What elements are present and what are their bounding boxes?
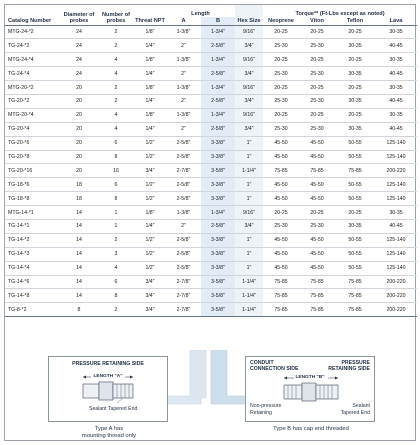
cell-length-a: 2-5/8" bbox=[166, 233, 201, 247]
cell-catalog-number: MTG-24-*4 bbox=[5, 53, 60, 67]
cell-catalog-number: TG-14-*8 bbox=[5, 289, 60, 303]
cell-number-of-probes: 6 bbox=[98, 275, 134, 289]
cell-lava: 125-140 bbox=[375, 261, 417, 275]
cell-number-of-probes: 8 bbox=[98, 150, 134, 164]
col-viton: Viton bbox=[310, 18, 324, 25]
cell-hex-size: 3/4" bbox=[235, 67, 263, 81]
cell-length-b: 3-3/8" bbox=[201, 247, 235, 261]
type-b-right-title-1: PRESSURE bbox=[341, 360, 370, 366]
cell-hex-size: 3/4" bbox=[235, 94, 263, 108]
cell-length-b: 3-3/8" bbox=[201, 178, 235, 192]
cell-lava: 40-45 bbox=[375, 219, 417, 233]
cell-viton: 25-30 bbox=[299, 39, 335, 53]
cell-teflon: 20-25 bbox=[335, 25, 375, 39]
cell-length-b: 3-3/8" bbox=[201, 261, 235, 275]
cell-diameter: 14 bbox=[60, 261, 98, 275]
cell-lava: 30-35 bbox=[375, 81, 417, 95]
cell-catalog-number: TG-20-*4 bbox=[5, 122, 60, 136]
type-a-box bbox=[48, 356, 168, 422]
cell-threat-npt: 1/2" bbox=[134, 150, 166, 164]
cell-number-of-probes: 6 bbox=[98, 178, 134, 192]
cell-number-of-probes: 4 bbox=[98, 261, 134, 275]
cell-neoprene: 20-25 bbox=[263, 206, 299, 220]
cell-viton: 25-30 bbox=[299, 219, 335, 233]
cell-viton: 75-85 bbox=[299, 303, 335, 317]
cell-viton: 20-25 bbox=[299, 108, 335, 122]
type-b-box bbox=[245, 356, 375, 422]
table-row bbox=[5, 25, 417, 39]
spec-sheet bbox=[4, 4, 416, 441]
cell-length-a: 2-7/8" bbox=[166, 164, 201, 178]
cell-lava: 125-140 bbox=[375, 247, 417, 261]
table-row bbox=[5, 136, 417, 150]
cell-hex-size: 1-1/4" bbox=[235, 303, 263, 317]
cell-neoprene: 45-50 bbox=[263, 192, 299, 206]
col-diameter: Diameter of probes bbox=[63, 12, 95, 25]
cell-teflon: 75-85 bbox=[335, 164, 375, 178]
cell-number-of-probes: 8 bbox=[98, 192, 134, 206]
cell-viton: 25-30 bbox=[299, 94, 335, 108]
cell-number-of-probes: 6 bbox=[98, 136, 134, 150]
cell-neoprene: 45-50 bbox=[263, 136, 299, 150]
cell-number-of-probes: 2 bbox=[98, 94, 134, 108]
cell-hex-size: 9/16" bbox=[235, 25, 263, 39]
cell-length-b: 3-5/8" bbox=[201, 164, 235, 178]
table-row bbox=[5, 39, 417, 53]
cell-threat-npt: 1/4" bbox=[134, 94, 166, 108]
table-row bbox=[5, 53, 417, 67]
cell-teflon: 50-55 bbox=[335, 178, 375, 192]
cell-number-of-probes: 1 bbox=[98, 206, 134, 220]
cell-lava: 40-45 bbox=[375, 122, 417, 136]
cell-viton: 45-50 bbox=[299, 261, 335, 275]
cell-hex-size: 1" bbox=[235, 261, 263, 275]
cell-number-of-probes: 8 bbox=[98, 289, 134, 303]
cell-diameter: 18 bbox=[60, 192, 98, 206]
cell-diameter: 20 bbox=[60, 150, 98, 164]
type-b-right-label-2: Tapered End bbox=[340, 410, 370, 416]
cell-catalog-number: MTG-20-*4 bbox=[5, 108, 60, 122]
table-row bbox=[5, 275, 417, 289]
cell-threat-npt: 1/4" bbox=[134, 122, 166, 136]
cell-diameter: 24 bbox=[60, 39, 98, 53]
cell-number-of-probes: 4 bbox=[98, 53, 134, 67]
cell-diameter: 20 bbox=[60, 94, 98, 108]
cell-hex-size: 3/4" bbox=[235, 219, 263, 233]
table-row bbox=[5, 94, 417, 108]
cell-teflon: 30-35 bbox=[335, 67, 375, 81]
cell-teflon: 50-55 bbox=[335, 192, 375, 206]
cell-lava: 30-35 bbox=[375, 53, 417, 67]
cell-neoprene: 25-30 bbox=[263, 39, 299, 53]
type-b-length-label: LENGTH "B" bbox=[295, 375, 325, 380]
spec-table-body bbox=[5, 25, 417, 317]
cell-viton: 75-85 bbox=[299, 289, 335, 303]
col-length-group: Length bbox=[191, 10, 210, 17]
table-row bbox=[5, 289, 417, 303]
cell-hex-size: 1-1/4" bbox=[235, 164, 263, 178]
cell-lava: 30-35 bbox=[375, 206, 417, 220]
cell-hex-size: 1-1/4" bbox=[235, 275, 263, 289]
cell-diameter: 8 bbox=[60, 303, 98, 317]
col-torque-group: Torque** (Ft-Lbs except as noted) bbox=[295, 10, 385, 17]
cell-diameter: 24 bbox=[60, 67, 98, 81]
cell-viton: 45-50 bbox=[299, 247, 335, 261]
type-a-caption-line1: Type A has bbox=[94, 426, 124, 432]
cell-viton: 45-50 bbox=[299, 233, 335, 247]
cell-number-of-probes: 4 bbox=[98, 122, 134, 136]
cell-length-a: 2-5/8" bbox=[166, 247, 201, 261]
cell-neoprene: 45-50 bbox=[263, 233, 299, 247]
cell-threat-npt: 1/8" bbox=[134, 53, 166, 67]
cell-length-a: 1-3/8" bbox=[166, 206, 201, 220]
cell-length-a: 2-7/8" bbox=[166, 275, 201, 289]
cell-number-of-probes: 3 bbox=[98, 247, 134, 261]
table-row bbox=[5, 67, 417, 81]
cell-diameter: 24 bbox=[60, 53, 98, 67]
cell-neoprene: 75-85 bbox=[263, 275, 299, 289]
cell-length-b: 2-5/8" bbox=[201, 219, 235, 233]
cell-threat-npt: 1/8" bbox=[134, 108, 166, 122]
table-row bbox=[5, 178, 417, 192]
cell-length-b: 3-5/8" bbox=[201, 303, 235, 317]
cell-catalog-number: MTG-24-*2 bbox=[5, 25, 60, 39]
cell-hex-size: 1-1/4" bbox=[235, 289, 263, 303]
cell-teflon: 50-55 bbox=[335, 233, 375, 247]
cell-length-b: 3-5/8" bbox=[201, 289, 235, 303]
col-catalog-number: Catalog Number bbox=[8, 18, 52, 25]
col-threat-npt: Threat NPT bbox=[135, 18, 165, 25]
cell-neoprene: 75-85 bbox=[263, 289, 299, 303]
cell-diameter: 14 bbox=[60, 275, 98, 289]
cell-viton: 75-85 bbox=[299, 275, 335, 289]
cell-length-b: 2-5/8" bbox=[201, 67, 235, 81]
cell-teflon: 75-85 bbox=[335, 289, 375, 303]
cell-length-a: 2-7/8" bbox=[166, 289, 201, 303]
cell-catalog-number: TG-20-*6 bbox=[5, 136, 60, 150]
cell-neoprene: 20-25 bbox=[263, 53, 299, 67]
cell-number-of-probes: 4 bbox=[98, 108, 134, 122]
cell-lava: 125-140 bbox=[375, 136, 417, 150]
cell-threat-npt: 1/4" bbox=[134, 39, 166, 53]
cell-viton: 45-50 bbox=[299, 150, 335, 164]
col-teflon: Teflon bbox=[346, 18, 364, 25]
cell-length-b: 1-3/4" bbox=[201, 81, 235, 95]
cell-lava: 125-140 bbox=[375, 233, 417, 247]
cell-teflon: 50-55 bbox=[335, 136, 375, 150]
cell-neoprene: 25-30 bbox=[263, 122, 299, 136]
cell-length-b: 3-3/8" bbox=[201, 150, 235, 164]
cell-neoprene: 20-25 bbox=[263, 81, 299, 95]
table-row bbox=[5, 81, 417, 95]
type-b-left-label-1: Non-pressure bbox=[250, 403, 282, 409]
cell-threat-npt: 1/8" bbox=[134, 81, 166, 95]
cell-teflon: 30-35 bbox=[335, 39, 375, 53]
cell-length-a: 1-3/8" bbox=[166, 25, 201, 39]
cell-diameter: 18 bbox=[60, 178, 98, 192]
cell-teflon: 30-35 bbox=[335, 219, 375, 233]
cell-viton: 20-25 bbox=[299, 81, 335, 95]
cell-threat-npt: 1/8" bbox=[134, 25, 166, 39]
type-b-right-label-1: Sealant bbox=[352, 403, 370, 409]
cell-length-b: 3-3/8" bbox=[201, 136, 235, 150]
cell-catalog-number: MTG-14-*1 bbox=[5, 206, 60, 220]
type-b-right-title-2: RETAINING SIDE bbox=[328, 366, 370, 372]
table-row bbox=[5, 233, 417, 247]
cell-lava: 125-140 bbox=[375, 178, 417, 192]
cell-viton: 20-25 bbox=[299, 25, 335, 39]
col-number-of-probes: Number of probes bbox=[102, 12, 130, 25]
cell-hex-size: 1" bbox=[235, 233, 263, 247]
cell-teflon: 75-85 bbox=[335, 275, 375, 289]
cell-length-a: 2-5/8" bbox=[166, 136, 201, 150]
cell-lava: 30-35 bbox=[375, 108, 417, 122]
cell-length-a: 2" bbox=[166, 219, 201, 233]
cell-lava: 200-220 bbox=[375, 289, 417, 303]
col-neoprene: Neoprene bbox=[268, 18, 294, 25]
cell-length-b: 3-3/8" bbox=[201, 233, 235, 247]
cell-threat-npt: 1/2" bbox=[134, 247, 166, 261]
type-a-caption-line2: mounting thread only bbox=[81, 433, 137, 439]
cell-threat-npt: 3/4" bbox=[134, 289, 166, 303]
cell-viton: 75-85 bbox=[299, 164, 335, 178]
col-length-a: A bbox=[181, 18, 186, 25]
cell-number-of-probes: 2 bbox=[98, 25, 134, 39]
cell-diameter: 20 bbox=[60, 81, 98, 95]
cell-neoprene: 75-85 bbox=[263, 303, 299, 317]
cell-diameter: 14 bbox=[60, 206, 98, 220]
cell-lava: 125-140 bbox=[375, 150, 417, 164]
table-row bbox=[5, 261, 417, 275]
cell-teflon: 30-35 bbox=[335, 94, 375, 108]
cell-length-a: 2" bbox=[166, 94, 201, 108]
cell-neoprene: 45-50 bbox=[263, 261, 299, 275]
cell-neoprene: 45-50 bbox=[263, 178, 299, 192]
cell-hex-size: 9/16" bbox=[235, 81, 263, 95]
cell-catalog-number: TG-14-*4 bbox=[5, 261, 60, 275]
cell-viton: 20-25 bbox=[299, 206, 335, 220]
cell-number-of-probes: 2 bbox=[98, 233, 134, 247]
cell-length-a: 1-3/8" bbox=[166, 81, 201, 95]
cell-threat-npt: 3/4" bbox=[134, 303, 166, 317]
cell-teflon: 20-25 bbox=[335, 53, 375, 67]
cell-diameter: 20 bbox=[60, 122, 98, 136]
cell-threat-npt: 1/2" bbox=[134, 233, 166, 247]
cell-length-a: 2-5/8" bbox=[166, 150, 201, 164]
cell-length-b: 2-5/8" bbox=[201, 122, 235, 136]
cell-catalog-number: TG-18-*8 bbox=[5, 192, 60, 206]
cell-neoprene: 25-30 bbox=[263, 67, 299, 81]
cell-diameter: 14 bbox=[60, 233, 98, 247]
cell-catalog-number: TG-14-*1 bbox=[5, 219, 60, 233]
cell-lava: 40-45 bbox=[375, 67, 417, 81]
cell-hex-size: 1" bbox=[235, 178, 263, 192]
cell-length-b: 1-3/4" bbox=[201, 25, 235, 39]
cell-diameter: 14 bbox=[60, 247, 98, 261]
cell-lava: 40-45 bbox=[375, 94, 417, 108]
cell-length-a: 1-3/8" bbox=[166, 108, 201, 122]
cell-neoprene: 20-25 bbox=[263, 25, 299, 39]
cell-number-of-probes: 2 bbox=[98, 81, 134, 95]
cell-lava: 30-35 bbox=[375, 25, 417, 39]
cell-diameter: 14 bbox=[60, 289, 98, 303]
type-a-length-label: LENGTH "A" bbox=[93, 374, 123, 379]
cell-length-b: 3-5/8" bbox=[201, 275, 235, 289]
table-row bbox=[5, 303, 417, 317]
cell-diameter: 14 bbox=[60, 219, 98, 233]
cell-neoprene: 75-85 bbox=[263, 164, 299, 178]
cell-lava: 200-220 bbox=[375, 275, 417, 289]
cell-lava: 200-220 bbox=[375, 164, 417, 178]
cell-length-b: 1-3/4" bbox=[201, 53, 235, 67]
cell-catalog-number: TG-20-*2 bbox=[5, 94, 60, 108]
cell-viton: 45-50 bbox=[299, 136, 335, 150]
cell-neoprene: 45-50 bbox=[263, 150, 299, 164]
cell-viton: 20-25 bbox=[299, 53, 335, 67]
cell-threat-npt: 1/2" bbox=[134, 178, 166, 192]
cell-diameter: 20 bbox=[60, 136, 98, 150]
cell-neoprene: 25-30 bbox=[263, 219, 299, 233]
cell-length-a: 2-5/8" bbox=[166, 192, 201, 206]
cell-hex-size: 3/4" bbox=[235, 39, 263, 53]
cell-length-a: 2" bbox=[166, 67, 201, 81]
col-lava: Lava bbox=[389, 18, 403, 25]
cell-catalog-number: TG-20-*8 bbox=[5, 150, 60, 164]
cell-catalog-number: TG-20-*16 bbox=[5, 164, 60, 178]
cell-catalog-number: TG-24-*2 bbox=[5, 39, 60, 53]
cell-teflon: 50-55 bbox=[335, 261, 375, 275]
table-row bbox=[5, 192, 417, 206]
cell-teflon: 30-35 bbox=[335, 122, 375, 136]
cell-teflon: 50-55 bbox=[335, 150, 375, 164]
cell-length-a: 2-7/8" bbox=[166, 303, 201, 317]
table-row bbox=[5, 219, 417, 233]
cell-lava: 40-45 bbox=[375, 39, 417, 53]
cell-threat-npt: 1/4" bbox=[134, 219, 166, 233]
cell-threat-npt: 3/4" bbox=[134, 275, 166, 289]
cell-threat-npt: 1/2" bbox=[134, 192, 166, 206]
cell-threat-npt: 1/2" bbox=[134, 261, 166, 275]
cell-viton: 45-50 bbox=[299, 192, 335, 206]
probe-spec-table bbox=[5, 5, 417, 317]
cell-catalog-number: TG-24-*4 bbox=[5, 67, 60, 81]
fitting-diagram bbox=[5, 350, 417, 442]
cell-neoprene: 20-25 bbox=[263, 108, 299, 122]
cell-threat-npt: 1/4" bbox=[134, 67, 166, 81]
table-row bbox=[5, 108, 417, 122]
cell-diameter: 20 bbox=[60, 108, 98, 122]
cell-length-b: 2-5/8" bbox=[201, 94, 235, 108]
cell-lava: 125-140 bbox=[375, 192, 417, 206]
cell-hex-size: 1" bbox=[235, 247, 263, 261]
cell-length-b: 1-3/4" bbox=[201, 108, 235, 122]
table-row bbox=[5, 247, 417, 261]
cell-lava: 200-220 bbox=[375, 303, 417, 317]
cell-threat-npt: 1/2" bbox=[134, 136, 166, 150]
cell-hex-size: 3/4" bbox=[235, 122, 263, 136]
cell-number-of-probes: 2 bbox=[98, 303, 134, 317]
table-row bbox=[5, 122, 417, 136]
table-row bbox=[5, 150, 417, 164]
cell-number-of-probes: 4 bbox=[98, 67, 134, 81]
cell-teflon: 20-25 bbox=[335, 81, 375, 95]
table-row bbox=[5, 164, 417, 178]
cell-length-a: 2" bbox=[166, 122, 201, 136]
cell-catalog-number: TG-18-*6 bbox=[5, 178, 60, 192]
type-b-caption: Type B has cap end threaded bbox=[273, 426, 349, 432]
cell-hex-size: 9/16" bbox=[235, 108, 263, 122]
cell-diameter: 20 bbox=[60, 164, 98, 178]
type-b-left-title-1: CONDUIT bbox=[250, 360, 274, 366]
cell-teflon: 50-55 bbox=[335, 247, 375, 261]
col-length-b: B bbox=[201, 17, 235, 25]
cell-teflon: 20-25 bbox=[335, 206, 375, 220]
cell-threat-npt: 3/4" bbox=[134, 164, 166, 178]
cell-hex-size: 1" bbox=[235, 192, 263, 206]
cell-length-b: 3-3/8" bbox=[201, 192, 235, 206]
cell-teflon: 75-85 bbox=[335, 303, 375, 317]
cell-catalog-number: MTG-20-*2 bbox=[5, 81, 60, 95]
cell-hex-size: 1" bbox=[235, 150, 263, 164]
cell-threat-npt: 1/8" bbox=[134, 206, 166, 220]
cell-length-a: 2-5/8" bbox=[166, 261, 201, 275]
cell-catalog-number: TG-8-*2 bbox=[5, 303, 60, 317]
cell-catalog-number: TG-14-*3 bbox=[5, 247, 60, 261]
cell-catalog-number: TG-14-*6 bbox=[5, 275, 60, 289]
cell-hex-size: 9/16" bbox=[235, 206, 263, 220]
table-row bbox=[5, 206, 417, 220]
cell-neoprene: 45-50 bbox=[263, 247, 299, 261]
cell-teflon: 20-25 bbox=[335, 108, 375, 122]
cell-viton: 25-30 bbox=[299, 67, 335, 81]
type-a-title: PRESSURE RETAINING SIDE bbox=[72, 361, 144, 367]
cell-number-of-probes: 2 bbox=[98, 39, 134, 53]
col-hex-size: Hex Size bbox=[235, 5, 263, 25]
type-a-end-label: Sealant Tapered End bbox=[89, 406, 138, 412]
cell-length-a: 2-5/8" bbox=[166, 178, 201, 192]
cell-neoprene: 25-30 bbox=[263, 94, 299, 108]
cell-catalog-number: TG-14-*2 bbox=[5, 233, 60, 247]
cell-length-a: 2" bbox=[166, 39, 201, 53]
cell-number-of-probes: 1 bbox=[98, 219, 134, 233]
cell-hex-size: 9/16" bbox=[235, 53, 263, 67]
cell-diameter: 24 bbox=[60, 25, 98, 39]
type-b-left-label-2: Retaining bbox=[250, 410, 272, 416]
cell-length-b: 1-3/4" bbox=[201, 206, 235, 220]
cell-hex-size: 1" bbox=[235, 136, 263, 150]
cell-number-of-probes: 16 bbox=[98, 164, 134, 178]
type-b-left-title-2: CONNECTION SIDE bbox=[250, 366, 299, 372]
cell-viton: 45-50 bbox=[299, 178, 335, 192]
cell-viton: 25-30 bbox=[299, 122, 335, 136]
cell-length-b: 2-5/8" bbox=[201, 39, 235, 53]
cell-length-a: 1-3/8" bbox=[166, 53, 201, 67]
